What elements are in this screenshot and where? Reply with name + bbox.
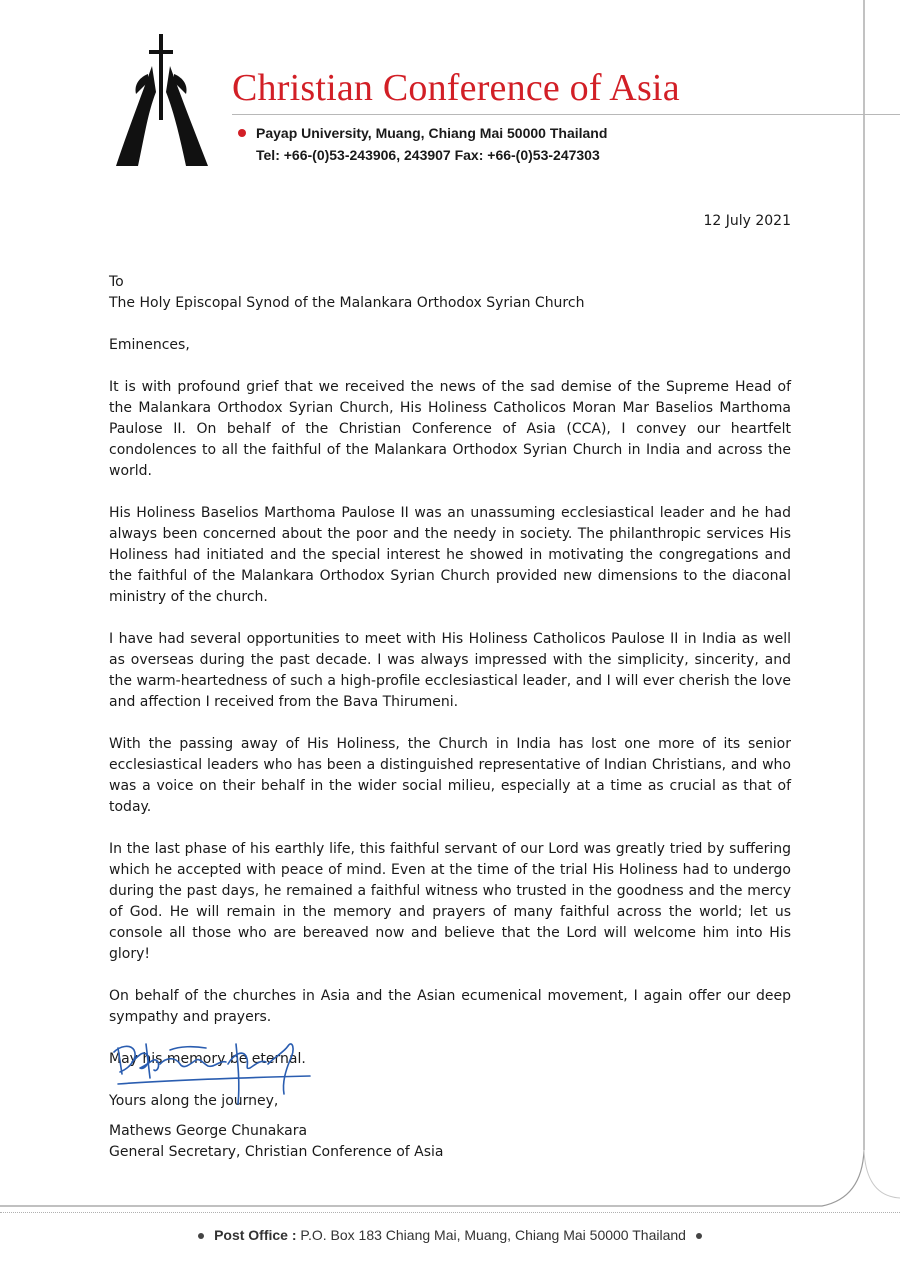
valediction: Yours along the journey, <box>109 1093 279 1109</box>
body-paragraph: I have had several opportunities to meet with His Holiness Catholicos Paulose II in India as well as overseas during the past decade. I was always impressed with the simplicity, sincerity, and the warm-heartedness of such a high-profile ecclesiastical leader, and I will ever cherish the love and affection I received from the Bava Thirumeni. <box>109 631 791 710</box>
bullet-dot-icon <box>198 1233 204 1239</box>
recipient: The Holy Episcopal Synod of the Malankara Orthodox Syrian Church <box>109 295 585 311</box>
footer <box>0 1227 900 1243</box>
to-label: To <box>109 274 124 290</box>
salutation: Eminences, <box>109 337 190 353</box>
signature-block <box>109 1121 444 1163</box>
body-paragraph: It is with profound grief that we received the news of the sad demise of the Supreme Head of the Malankara Orthodox Syrian Church, His Holiness Catholicos Moran Mar Baselios Marthoma Paulose II. On behalf of the Christian Conference of Asia (CCA), I convey our heartfelt condolences to all the faithful of the Malankara Orthodox Syrian Church in India and across the world. <box>109 379 791 479</box>
body-paragraph: In the last phase of his earthly life, this faithful servant of our Lord was greatly tried by suffering which he accepted with peace of mind. Even at the time of the trial His Holiness had to undergo during the past days, he remained a faithful witness who trusted in the goodness and the mercy of God. He will remain in the memory and prayers of many faithful across the world; let us console all those who are bereaved now and believe that the Lord will welcome him into His glory! <box>109 841 791 962</box>
body-paragraph: On behalf of the churches in Asia and the Asian ecumenical movement, I again offer our deep sympathy and prayers. <box>109 988 791 1025</box>
signatory-title: General Secretary, Christian Conference of Asia <box>109 1144 444 1160</box>
organization-name: Christian Conference of Asia <box>232 67 680 109</box>
letterhead-rule <box>232 114 900 115</box>
bullet-dot-icon <box>238 129 246 137</box>
body-paragraph: With the passing away of His Holiness, the Church in India has lost one more of its senior ecclesiastical leaders who has been a distinguished representative of Indian Christians, and who was a voice on their behalf in the wider social milieu, especially at a time as crucial as that of today. <box>109 736 791 815</box>
letterhead-phone-fax: Tel: +66-(0)53-243906, 243907 Fax: +66-(0)53-247303 <box>256 147 600 163</box>
letter-body <box>109 272 791 1133</box>
signatory-name: Mathews George Chunakara <box>109 1123 308 1139</box>
footer-po-address: P.O. Box 183 Chiang Mai, Muang, Chiang Mai 50000 Thailand <box>300 1227 686 1243</box>
footer-po-label: Post Office : <box>214 1227 297 1243</box>
closing-wish: May his memory be eternal. <box>109 1051 306 1067</box>
body-paragraph: His Holiness Baselios Marthoma Paulose II was an unassuming ecclesiastical leader and he had always been concerned about the poor and the needy in society. The philanthropic services His Holiness had initiated and the special interest he showed in motivating the congregations and the faithful of the Malankara Orthodox Syrian Church provided new dimensions to the diaconal ministry of the church. <box>109 505 791 605</box>
bullet-dot-icon <box>696 1233 702 1239</box>
letter-date: 12 July 2021 <box>703 213 791 229</box>
cross-hands-logo-icon <box>112 34 212 170</box>
letterhead-address: Payap University, Muang, Chiang Mai 50000 Thailand <box>256 125 608 141</box>
footer-rule <box>0 1212 900 1213</box>
handwritten-signature-icon <box>110 1034 320 1114</box>
